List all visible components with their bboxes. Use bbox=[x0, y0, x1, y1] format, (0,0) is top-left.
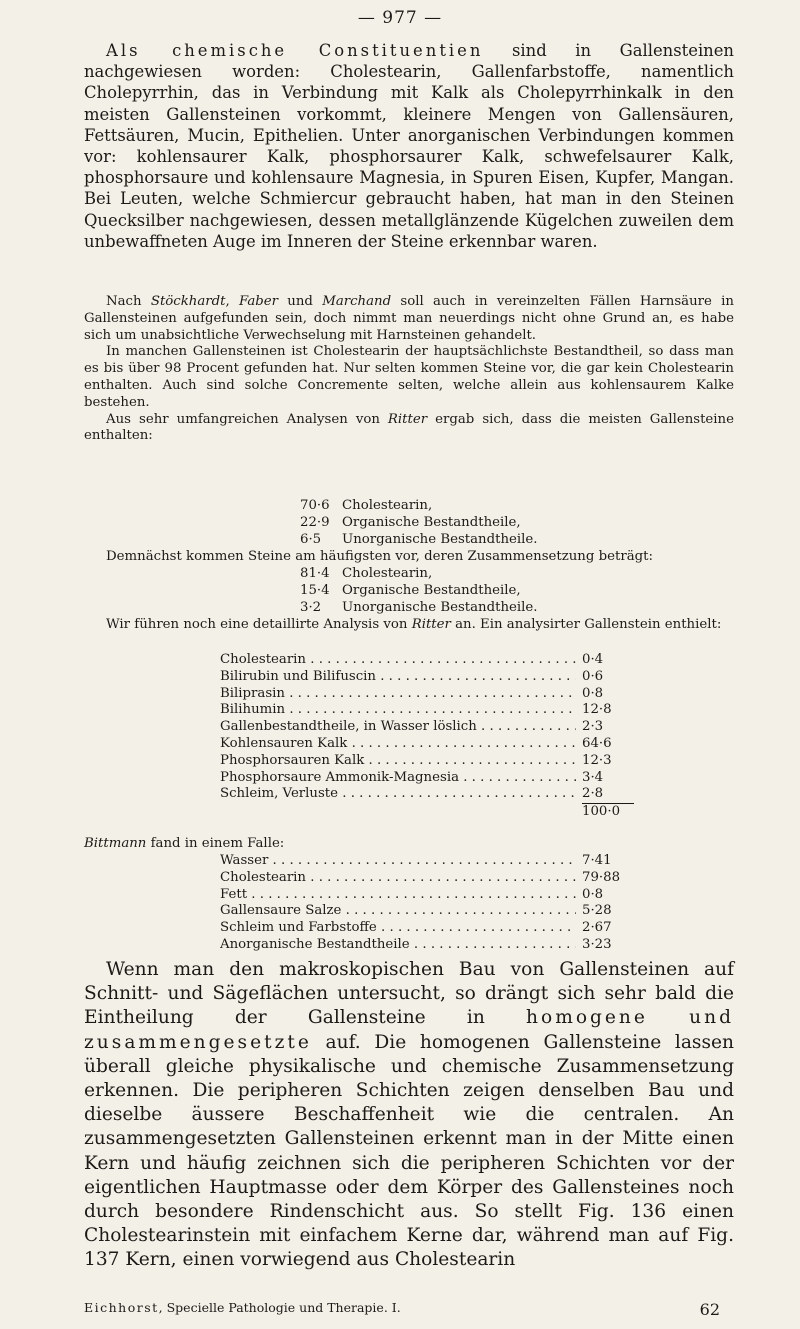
table-row: Cholestearin . . . 0·4 bbox=[220, 652, 640, 669]
note-paragraph-3 bbox=[84, 412, 734, 446]
note-paragraph-2: In manchen Gallensteinen ist Cholestearin der hauptsächlichste Bestandtheil, so dass man es bis über 98 Procent gefunden hat. Nur selten kommen Steine vor, die gar kein Cholestearin enthalten. Auch sind solche Concremente selten, welche allein aus kohlensaurem Kalke bestehen. bbox=[84, 344, 734, 410]
list-item: 81·4 Cholestearin, bbox=[300, 566, 433, 581]
spaced-lead: Als chemische Constituentien bbox=[106, 41, 484, 60]
intro-body: sind in Gallensteinen nachgewiesen worden: Cholestearin, Gallenfarbstoffe, namentlich Cholepyrrhin, das in Verbindung mit Kalk als Cholepyrrhinkalk in den meisten Gallensteinen vorkommt, kleinere Mengen von Gallensäuren, Fettsäuren, Mucin, Epithelien. Unter anorganischen Verbindungen kommen vor: kohlensaurer Kalk, phosphorsaurer Kalk, schwefelsaurer Kalk, phosphorsaure und kohlensaure Magnesia, in Spuren Eisen, Kupfer, Mangan. Bei Leuten, welche Schmiercur gebraucht haben, hat man in den Steinen Quecksilber nachgewiesen, dessen metallglänzende Kügelchen zuweilen dem unbewaffneten Auge im Inneren der Steine erkennbar waren. bbox=[84, 41, 734, 251]
table-row: Biliprasin . . . 0·8 bbox=[220, 686, 640, 703]
notes-block bbox=[84, 294, 734, 445]
footer-citation bbox=[84, 1300, 401, 1319]
table-row: Gallensaure Salze . . . 5·28 bbox=[220, 903, 640, 920]
main-text: Wenn man den makroskopischen Bau von Gallensteinen auf Schnitt- und Sägeflächen untersucht, so drängt sich sehr bald die Eintheilung der Gallensteine in homogene und zusammengesetzte auf. Die homogenen Gallensteine lassen überall gleiche physikalische und chemische Zusammensetzung erkennen. Die peripheren Schichten zeigen denselben Bau und dieselbe äussere Beschaffenheit wie die centralen. An zusammengesetzten Gallensteinen erkennt man in der Mitte einen Kern und häufig zeichnen sich die peripheren Schichten vor der eigentlichen Hauptmasse oder dem Körper des Gallensteines noch durch besondere Rindenschicht aus. So stellt Fig. 136 einen Cholestearinstein mit einfachem Kerne dar, während man auf Fig. 137 Kern, einen vorwiegend aus Cholestearin bbox=[84, 959, 734, 1271]
author-bittmann: Bittmann bbox=[84, 836, 147, 851]
sheet-number: 62 bbox=[699, 1300, 720, 1319]
note-paragraph-5-block bbox=[84, 617, 734, 634]
author-ritter-2: Ritter bbox=[411, 617, 451, 632]
footer bbox=[84, 1300, 734, 1319]
list-item: 15·4 Organische Bestandtheile, bbox=[300, 582, 521, 598]
table-row: Phosphorsaure Ammonik-Magnesia . . . 3·4 bbox=[220, 770, 640, 787]
table-row: Fett . . . 0·8 bbox=[220, 887, 640, 904]
page-number: — 977 — bbox=[357, 8, 443, 28]
list-item: 3·2 Unorganische Bestandtheile. bbox=[300, 599, 538, 615]
term-und: und bbox=[689, 1007, 734, 1029]
footer-author: Eichhorst bbox=[84, 1300, 159, 1315]
note-paragraph-4: Demnächst kommen Steine am häufigsten vor, deren Zusammensetzung beträgt: bbox=[106, 549, 653, 564]
composition-list-1 bbox=[300, 498, 538, 548]
note3-lead: Aus sehr umfangreichen Analysen von bbox=[106, 411, 388, 427]
table-row: Cholestearin . . . 79·88 bbox=[220, 870, 640, 887]
analysis-table-bittmann bbox=[220, 853, 640, 954]
list-item: 70·6 Cholestearin, bbox=[300, 498, 433, 513]
table-row: Gallenbestandtheile, in Wasser löslich . . . 2·3 bbox=[220, 719, 640, 736]
author-stoeckhardt: Stöckhardt bbox=[150, 294, 226, 309]
table-row: Schleim, Verluste . . . 2·8 bbox=[220, 786, 640, 803]
table-row: Bilihumin . . . 12·8 bbox=[220, 702, 640, 719]
term-zusammengesetzte: zusammengesetzte bbox=[84, 1031, 312, 1053]
term-homogene: homogene bbox=[526, 1007, 648, 1029]
list-item: 6·5 Unorganische Bestandtheile. bbox=[300, 531, 538, 547]
author-faber: Faber bbox=[239, 294, 279, 309]
table-row: Kohlensauren Kalk . . . 64·6 bbox=[220, 736, 640, 753]
list-item: 22·9 Organische Bestandtheile, bbox=[300, 514, 521, 530]
note1-rest: soll auch in vereinzelten Fällen Harnsäure in Gallensteinen aufgefunden sein, doch nimmt man neuerdings nicht ohne Grund an, es habe sich um unabsichtliche Verwechselung mit Harnsteinen gehandelt. bbox=[84, 294, 734, 343]
intro-paragraph bbox=[84, 40, 734, 252]
note-paragraph-4-block bbox=[84, 549, 734, 566]
intro-text bbox=[84, 40, 734, 252]
table-row: Wasser . . . 7·41 bbox=[220, 853, 640, 870]
analysis-table-ritter bbox=[220, 652, 640, 821]
table-total: 100·0 bbox=[582, 803, 634, 821]
composition-list-2 bbox=[300, 566, 538, 616]
table-row: Bilirubin und Bilifuscin . . . 0·6 bbox=[220, 669, 640, 686]
note1-sep1: , bbox=[225, 294, 240, 309]
bittmann-intro-block bbox=[84, 836, 734, 853]
note3-rest: ergab sich, dass die meisten Gallensteine enthalten: bbox=[84, 411, 734, 444]
bittmann-intro bbox=[84, 836, 734, 853]
table-row: Phosphorsauren Kalk . . . 12·3 bbox=[220, 753, 640, 770]
main-paragraph bbox=[84, 958, 734, 1273]
table-total-row bbox=[220, 803, 640, 821]
footer-rest: , Specielle Pathologie und Therapie. I. bbox=[158, 1300, 401, 1315]
note1-sep2: und bbox=[278, 294, 323, 309]
note-paragraph-1 bbox=[84, 294, 734, 344]
table-row: Anorganische Bestandtheile . . . 3·23 bbox=[220, 937, 640, 954]
bittmann-rest: fand in einem Falle: bbox=[146, 836, 285, 851]
note5-rest: an. Ein analysirter Gallenstein enthielt: bbox=[450, 617, 722, 632]
note-paragraph-5 bbox=[84, 617, 734, 634]
note5-lead: Wir führen noch eine detaillirte Analysis von bbox=[106, 617, 412, 632]
author-ritter: Ritter bbox=[387, 411, 428, 427]
table-row: Schleim und Farbstoffe . . . 2·67 bbox=[220, 920, 640, 937]
author-marchand: Marchand bbox=[322, 294, 392, 309]
note1-lead: Nach bbox=[106, 294, 151, 309]
